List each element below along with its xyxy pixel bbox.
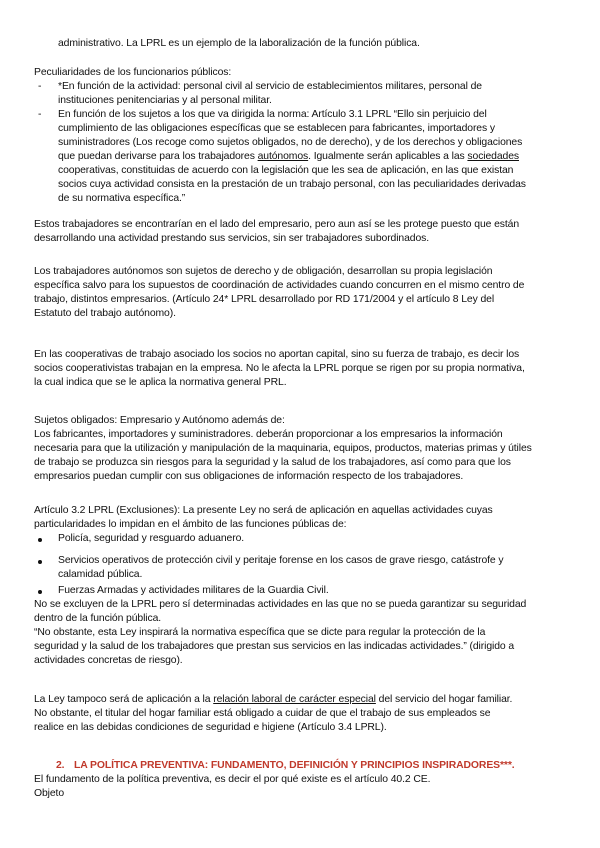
section-title: LA POLÍTICA PREVENTIVA: FUNDAMENTO, DEFINICIÓN Y PRINCIPIOS INSPIRADORES***. — [74, 760, 515, 771]
text-run: . Igualmente serán aplicables a las — [308, 151, 468, 162]
text-run: del servicio del hogar familiar. — [375, 694, 513, 705]
list-dash: - — [38, 81, 42, 92]
text-line: cumplimiento de las obligaciones específicas que se establecen para fabricantes, importadores y — [58, 123, 495, 134]
text-run: La Ley tampoco será de aplicación a la — [34, 694, 214, 705]
text-line: socios cuya actividad consista en la prestación de un trabajo personal, con las peculiaridades derivadas — [58, 179, 526, 190]
text-line: dentro de la función pública. — [34, 613, 162, 624]
text-line: Los trabajadores autónomos son sujetos de derecho y de obligación, desarrollan su propia legislación — [34, 266, 493, 277]
text-line: Sujetos obligados: Empresario y Autónomo además de: — [34, 415, 285, 426]
text-line: la cual indica que se le aplica la normativa general PRL. — [34, 377, 287, 388]
text-line: trabajo, distintos empresarios. (Artículo 24* LPRL desarrollado por RD 171/2004 y el artículo 8 Ley del — [34, 294, 495, 305]
text-line: seguridad y la salud de los trabajadores que prestan sus servicios en las indicadas actividades.” (dirigido a — [34, 641, 515, 652]
text-line: específica salvo para los supuestos de coordinación de actividades cuando concurren en el mismo centro de — [34, 280, 525, 291]
text-line: instituciones penitenciarias y al personal militar. — [58, 95, 272, 106]
text-line: “No obstante, esta Ley inspirará la normativa específica que se dicte para regular la protección de la — [34, 627, 486, 638]
list-dash: - — [38, 109, 42, 120]
text-line: suministradores (Los recoge como sujetos obligados, no de derecho), y de los derechos y obligaciones — [58, 137, 523, 148]
text-line: empresarios puedan cumplir con sus obligaciones de información respecto de los trabajadores. — [34, 471, 464, 482]
section-heading: Peculiaridades de los funcionarios públicos: — [34, 67, 232, 78]
text-line — [58, 150, 519, 164]
text-line: actividades concretas de riesgo). — [34, 655, 183, 666]
list-item: Fuerzas Armadas y actividades militares de la Guardia Civil. — [58, 585, 329, 596]
list-item: Policía, seguridad y resguardo aduanero. — [58, 533, 245, 544]
text-line: cooperativas, constituidas de acuerdo con la legislación que les sea de aplicación, en las que existan — [58, 165, 514, 176]
list-item: Servicios operativos de protección civil y peritaje forense en los casos de grave riesgo, catástrofe y — [58, 555, 504, 566]
section-number: 2. — [56, 760, 65, 771]
text-line: necesaria para que la utilización y manipulación de la maquinaria, equipos, productos, materias primas y útiles — [34, 443, 532, 454]
text-line: En las cooperativas de trabajo asociado los socios no aportan capital, sino su fuerza de trabajo, es decir los — [34, 349, 520, 360]
list-item: calamidad pública. — [58, 569, 143, 580]
bullet-icon — [38, 590, 42, 594]
text-line: El fundamento de la política preventiva, es decir el por qué existe es el artículo 40.2 CE. — [34, 774, 431, 785]
underlined-term: sociedades — [467, 151, 519, 162]
text-line: Estatuto del trabajo autónomo). — [34, 308, 176, 319]
text-line: No obstante, el titular del hogar familiar está obligado a cuidar de que el trabajo de sus empleados se — [34, 708, 491, 719]
text-line: socios cooperativistas trabajan en la empresa. No le afecta la LPRL porque se rigen por su propia normativa, — [34, 363, 525, 374]
bullet-icon — [38, 560, 42, 564]
text-line: de su normativa específica.” — [58, 193, 186, 204]
text-line: Los fabricantes, importadores y suministradores. deberán proporcionar a los empresarios la información — [34, 429, 503, 440]
text-line: En función de los sujetos a los que va dirigida la norma: Artículo 3.1 LPRL “Ello sin perjuicio del — [58, 109, 487, 120]
text-line: Artículo 3.2 LPRL (Exclusiones): La presente Ley no será de aplicación en aquellas actividades cuyas — [34, 505, 493, 516]
text-line: *En función de la actividad: personal civil al servicio de establecimientos militares, personal de — [58, 81, 482, 92]
text-line: No se excluyen de la LPRL pero sí determinadas actividades en las que no se pueda garantizar su seguridad — [34, 599, 527, 610]
underlined-term: autónomos — [257, 151, 309, 162]
text-line — [34, 693, 512, 707]
bullet-icon — [38, 538, 42, 542]
text-line: Objeto — [34, 788, 65, 799]
underlined-term: relación laboral de carácter especial — [213, 694, 376, 705]
text-line: realice en las debidas condiciones de seguridad e higiene (Artículo 3.4 LPRL). — [34, 722, 387, 733]
text-line: administrativo. La LPRL es un ejemplo de la laboralización de la función pública. — [58, 38, 420, 49]
text-line: particularidades lo impidan en el ámbito de las funciones públicas de: — [34, 519, 347, 530]
text-line: Estos trabajadores se encontrarían en el lado del empresario, pero aun así se les protege puesto que están — [34, 219, 520, 230]
text-run: que puedan derivarse para los trabajadores — [58, 151, 258, 162]
text-line: desarrollando una actividad prestando sus servicios, sin ser trabajadores subordinados. — [34, 233, 430, 244]
text-line: de trabajo se produzca sin riesgos para la seguridad y la salud de los trabajadores, así como para que los — [34, 457, 511, 468]
